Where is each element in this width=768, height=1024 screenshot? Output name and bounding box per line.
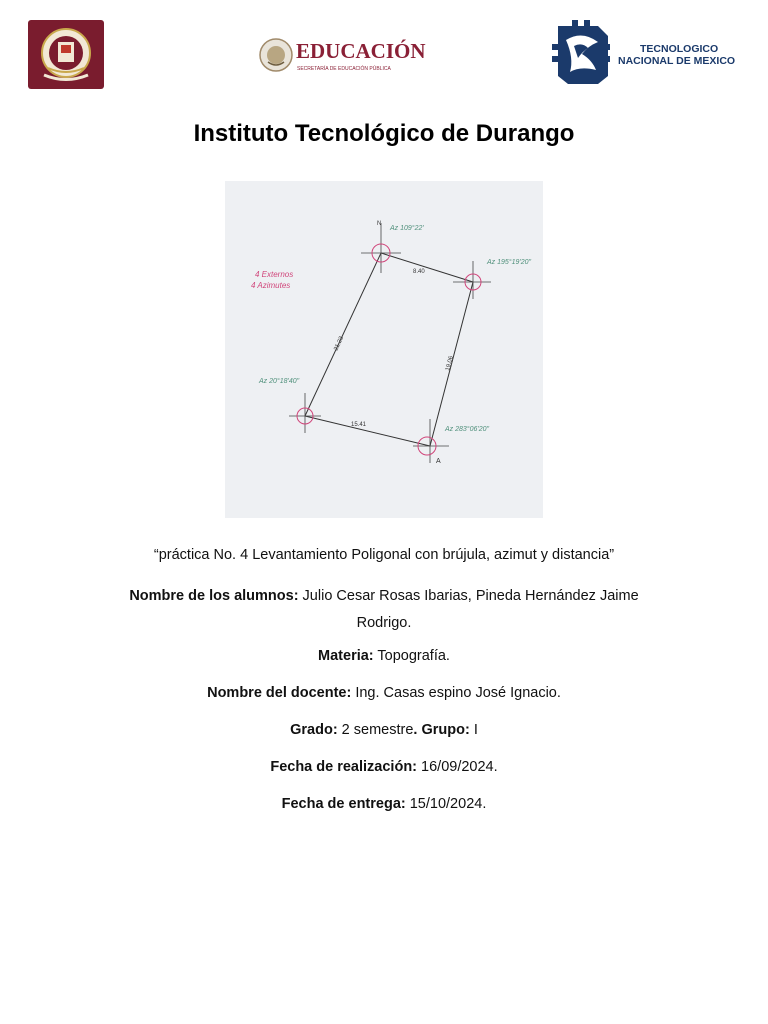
distance-bottom: 15.41 (351, 422, 367, 428)
grado-label: Grado: (290, 722, 338, 738)
grado-value: 2 semestre (337, 722, 414, 738)
fecha-realizacion-label: Fecha de realización: (270, 759, 418, 775)
sep-logo-text: EDUCACIÓN (296, 39, 426, 63)
tecnm-logo-line2: NACIONAL DE MEXICO (618, 55, 736, 67)
tecnm-logo (552, 20, 738, 86)
docente-value: Ing. Casas espino José Ignacio. (351, 685, 561, 701)
azimuth-bottom: Az 283°06'20" (445, 426, 489, 433)
vertex-a-label: A (436, 458, 441, 465)
azimuth-left: Az 20°18'40" (259, 378, 300, 385)
polygon-side-top (381, 253, 473, 282)
vertex-left-marker (289, 393, 321, 433)
north-label: N (377, 221, 382, 227)
practice-title: “práctica No. 4 Levantamiento Poligonal con brújula, azimut y distancia” (153, 547, 615, 563)
vertex-right-marker (453, 261, 491, 299)
docente-label: Nombre del docente: (207, 685, 352, 701)
polygon-side-bottom (305, 416, 430, 446)
fecha-realizacion-value: 16/09/2024. (417, 759, 498, 775)
sep-educacion-logo (258, 30, 426, 80)
polygon-side-left (305, 253, 381, 416)
tecnm-logo-line1: TECNOLOGICO (640, 43, 719, 55)
survey-sketch-image (225, 181, 543, 518)
distance-right: 19.06 (445, 355, 455, 372)
azimuth-top: Az 109°22' (390, 225, 424, 232)
docente-line (0, 683, 768, 703)
sketch-note-1: 4 Externos (255, 270, 294, 279)
materia-label: Materia: (318, 648, 374, 664)
sep-logo-subtext: SECRETARÍA DE EDUCACIÓN PÚBLICA (297, 66, 391, 72)
students-label: Nombre de los alumnos: (129, 588, 299, 604)
azimuth-right: Az 195°19'20" (487, 259, 531, 266)
students-value: Julio Cesar Rosas Ibarias, Pineda Hernández Jaime Rodrigo. (298, 588, 639, 631)
materia-line (0, 646, 768, 666)
materia-value: Topografía. (373, 648, 450, 664)
distance-top: 8.40 (413, 269, 425, 275)
fecha-realizacion-line (0, 757, 768, 777)
students-line (104, 583, 664, 637)
sketch-note-2: 4 Azimutes (251, 281, 291, 290)
itd-shield-logo (28, 20, 104, 89)
fecha-entrega-value: 15/10/2024. (405, 796, 487, 812)
grado-line (0, 720, 768, 740)
page-title: Instituto Tecnológico de Durango (193, 120, 575, 147)
fecha-entrega-label: Fecha de entrega: (281, 796, 406, 812)
distance-left: 21.23 (333, 335, 346, 352)
fecha-entrega-line (0, 794, 768, 814)
grupo-label: Grupo: (417, 722, 470, 738)
grupo-value: I (469, 722, 478, 738)
grado-separator: . (413, 722, 418, 738)
